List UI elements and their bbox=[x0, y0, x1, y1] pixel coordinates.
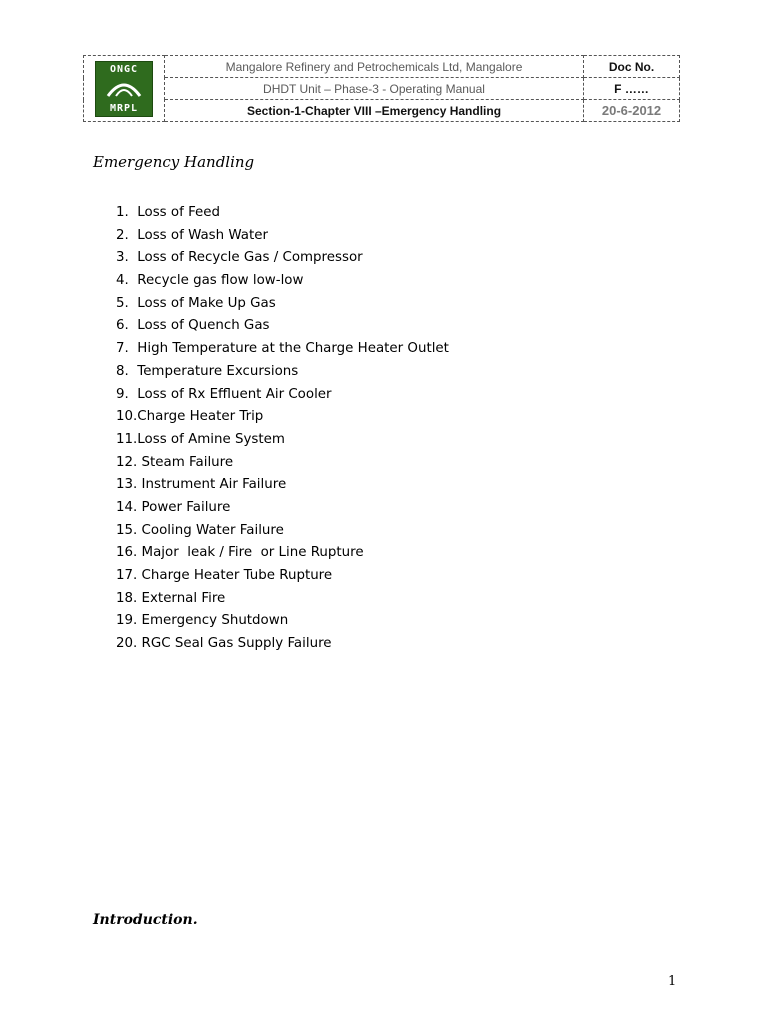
logo-emblem-icon bbox=[104, 78, 144, 100]
logo-cell bbox=[84, 56, 165, 122]
doc-date: 20-6-2012 bbox=[584, 100, 680, 122]
list-item: 6. Loss of Quench Gas bbox=[116, 318, 270, 334]
list-item: 8. Temperature Excursions bbox=[116, 363, 299, 379]
page-number: 1 bbox=[668, 974, 677, 989]
list-item: 10.Charge Heater Trip bbox=[116, 409, 264, 425]
page-heading: Emergency Handling bbox=[93, 153, 255, 171]
list-item: 14. Power Failure bbox=[116, 499, 231, 515]
list-item: 13. Instrument Air Failure bbox=[116, 477, 287, 493]
unit-title: DHDT Unit – Phase-3 - Operating Manual bbox=[165, 78, 584, 100]
list-item: 4. Recycle gas flow low-low bbox=[116, 273, 304, 289]
list-item: 5. Loss of Make Up Gas bbox=[116, 295, 276, 311]
list-item: 18. External Fire bbox=[116, 590, 226, 606]
list-item: 7. High Temperature at the Charge Heater Outlet bbox=[116, 341, 449, 357]
document-header bbox=[83, 55, 680, 122]
logo-top-text: ONGC bbox=[109, 63, 139, 75]
list-item: 9. Loss of Rx Effluent Air Cooler bbox=[116, 386, 332, 402]
list-item: 1. Loss of Feed bbox=[116, 205, 221, 220]
list-item: 12. Steam Failure bbox=[116, 454, 234, 470]
doc-no-value: F …… bbox=[584, 78, 680, 100]
introduction-heading: Introduction. bbox=[93, 912, 198, 928]
list-item: 17. Charge Heater Tube Rupture bbox=[116, 568, 333, 583]
list-item: 2. Loss of Wash Water bbox=[116, 227, 268, 243]
section-title: Section-1-Chapter VIII –Emergency Handling bbox=[165, 100, 584, 122]
list-item: 15. Cooling Water Failure bbox=[116, 522, 284, 538]
list-item: 11.Loss of Amine System bbox=[116, 431, 285, 447]
company-name: Mangalore Refinery and Petrochemicals Ltd, Mangalore bbox=[165, 56, 584, 78]
ongc-mrpl-logo bbox=[95, 61, 153, 117]
list-item: 20. RGC Seal Gas Supply Failure bbox=[116, 636, 332, 652]
emergency-list bbox=[116, 202, 449, 656]
logo-bottom-text: MRPL bbox=[109, 102, 139, 114]
list-item: 16. Major leak / Fire or Line Rupture bbox=[116, 545, 364, 561]
list-item: 3. Loss of Recycle Gas / Compressor bbox=[116, 250, 363, 266]
doc-no-label: Doc No. bbox=[584, 56, 680, 78]
list-item: 19. Emergency Shutdown bbox=[116, 613, 289, 629]
